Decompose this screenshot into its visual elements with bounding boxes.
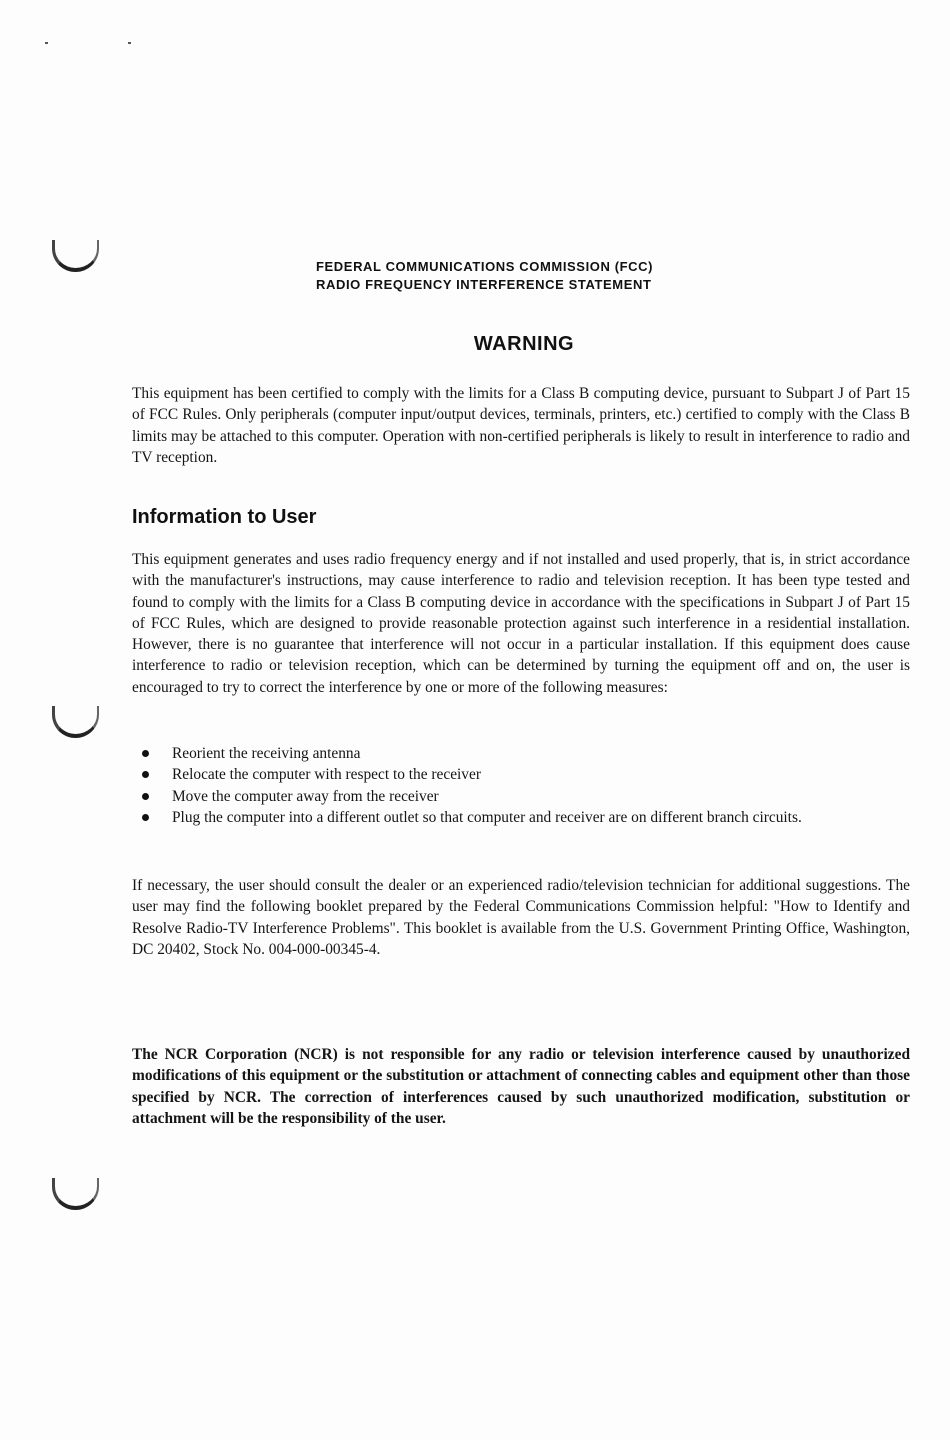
list-item (132, 764, 910, 785)
list-item (132, 807, 910, 828)
measure-text: Relocate the computer with respect to the receiver (172, 766, 481, 784)
info-section-title: Information to User (132, 506, 317, 528)
scan-speck (128, 42, 131, 44)
bullet-icon (142, 771, 149, 778)
warning-paragraph: This equipment has been certified to comply with the limits for a Class B computing device, pursuant to Subpart J of Part 15 of FCC Rules. Only peripherals (computer input/output devices, terminals, printers, etc.) certified to comply with the Class B limits may be attached to this computer. Operation with non-certified peripherals is likely to result in interference to radio and TV reception. (132, 385, 910, 466)
ncr-statement: The NCR Corporation (NCR) is not responsible for any radio or television interference caused by unauthorized modifications of this equipment or the substitution or attachment of connecting cables and equipment other than those specified by NCR. The correction of interferences caused by such unauthorized modification, substitution or attachment will be the responsibility of the user. (132, 1046, 910, 1127)
header-line-1: FEDERAL COMMUNICATIONS COMMISSION (FCC) (316, 259, 654, 274)
binder-hole-middle (52, 706, 99, 738)
measures-list (132, 743, 910, 828)
info-paragraph: This equipment generates and uses radio frequency energy and if not installed and used properly, that is, in strict accordance with the manufacturer's instructions, may cause interference to radio and television reception. It has been type tested and found to comply with the limits for a Class B computing device in accordance with the specifications in Subpart J of Part 15 of FCC Rules, which are designed to provide reasonable protection against such interference in a residential installation. However, there is no guarantee that interference will not occur in a particular installation. If this equipment does cause interference to radio or television reception, which can be determined by turning the equipment off and on, the user is encouraged to try to correct the interference by one or more of the following measures: (132, 551, 910, 696)
bullet-icon (142, 793, 149, 800)
binder-hole-top (52, 240, 99, 272)
bullet-icon (142, 814, 149, 821)
warning-title: WARNING (473, 333, 575, 355)
fcc-header (316, 258, 653, 294)
measure-text: Plug the computer into a different outlet so that computer and receiver are on different branch circuits. (172, 808, 802, 826)
list-item (132, 743, 910, 764)
measure-text: Reorient the receiving antenna (172, 745, 361, 762)
measure-text: Move the computer away from the receiver (172, 787, 439, 805)
bullet-icon (142, 750, 149, 757)
header-line-2: RADIO FREQUENCY INTERFERENCE STATEMENT (316, 277, 652, 292)
scan-speck (45, 42, 48, 44)
binder-hole-bottom (52, 1178, 99, 1210)
consult-paragraph: If necessary, the user should consult the dealer or an experienced radio/television technician for additional suggestions. The user may find the following booklet prepared by the Federal Communications Commission helpful: "How to Identify and Resolve Radio-TV Interference Problems". This booklet is available from the U.S. Government Printing Office, Washington, DC 20402, Stock No. 004-000-00345-4. (132, 877, 910, 958)
list-item (132, 786, 910, 807)
